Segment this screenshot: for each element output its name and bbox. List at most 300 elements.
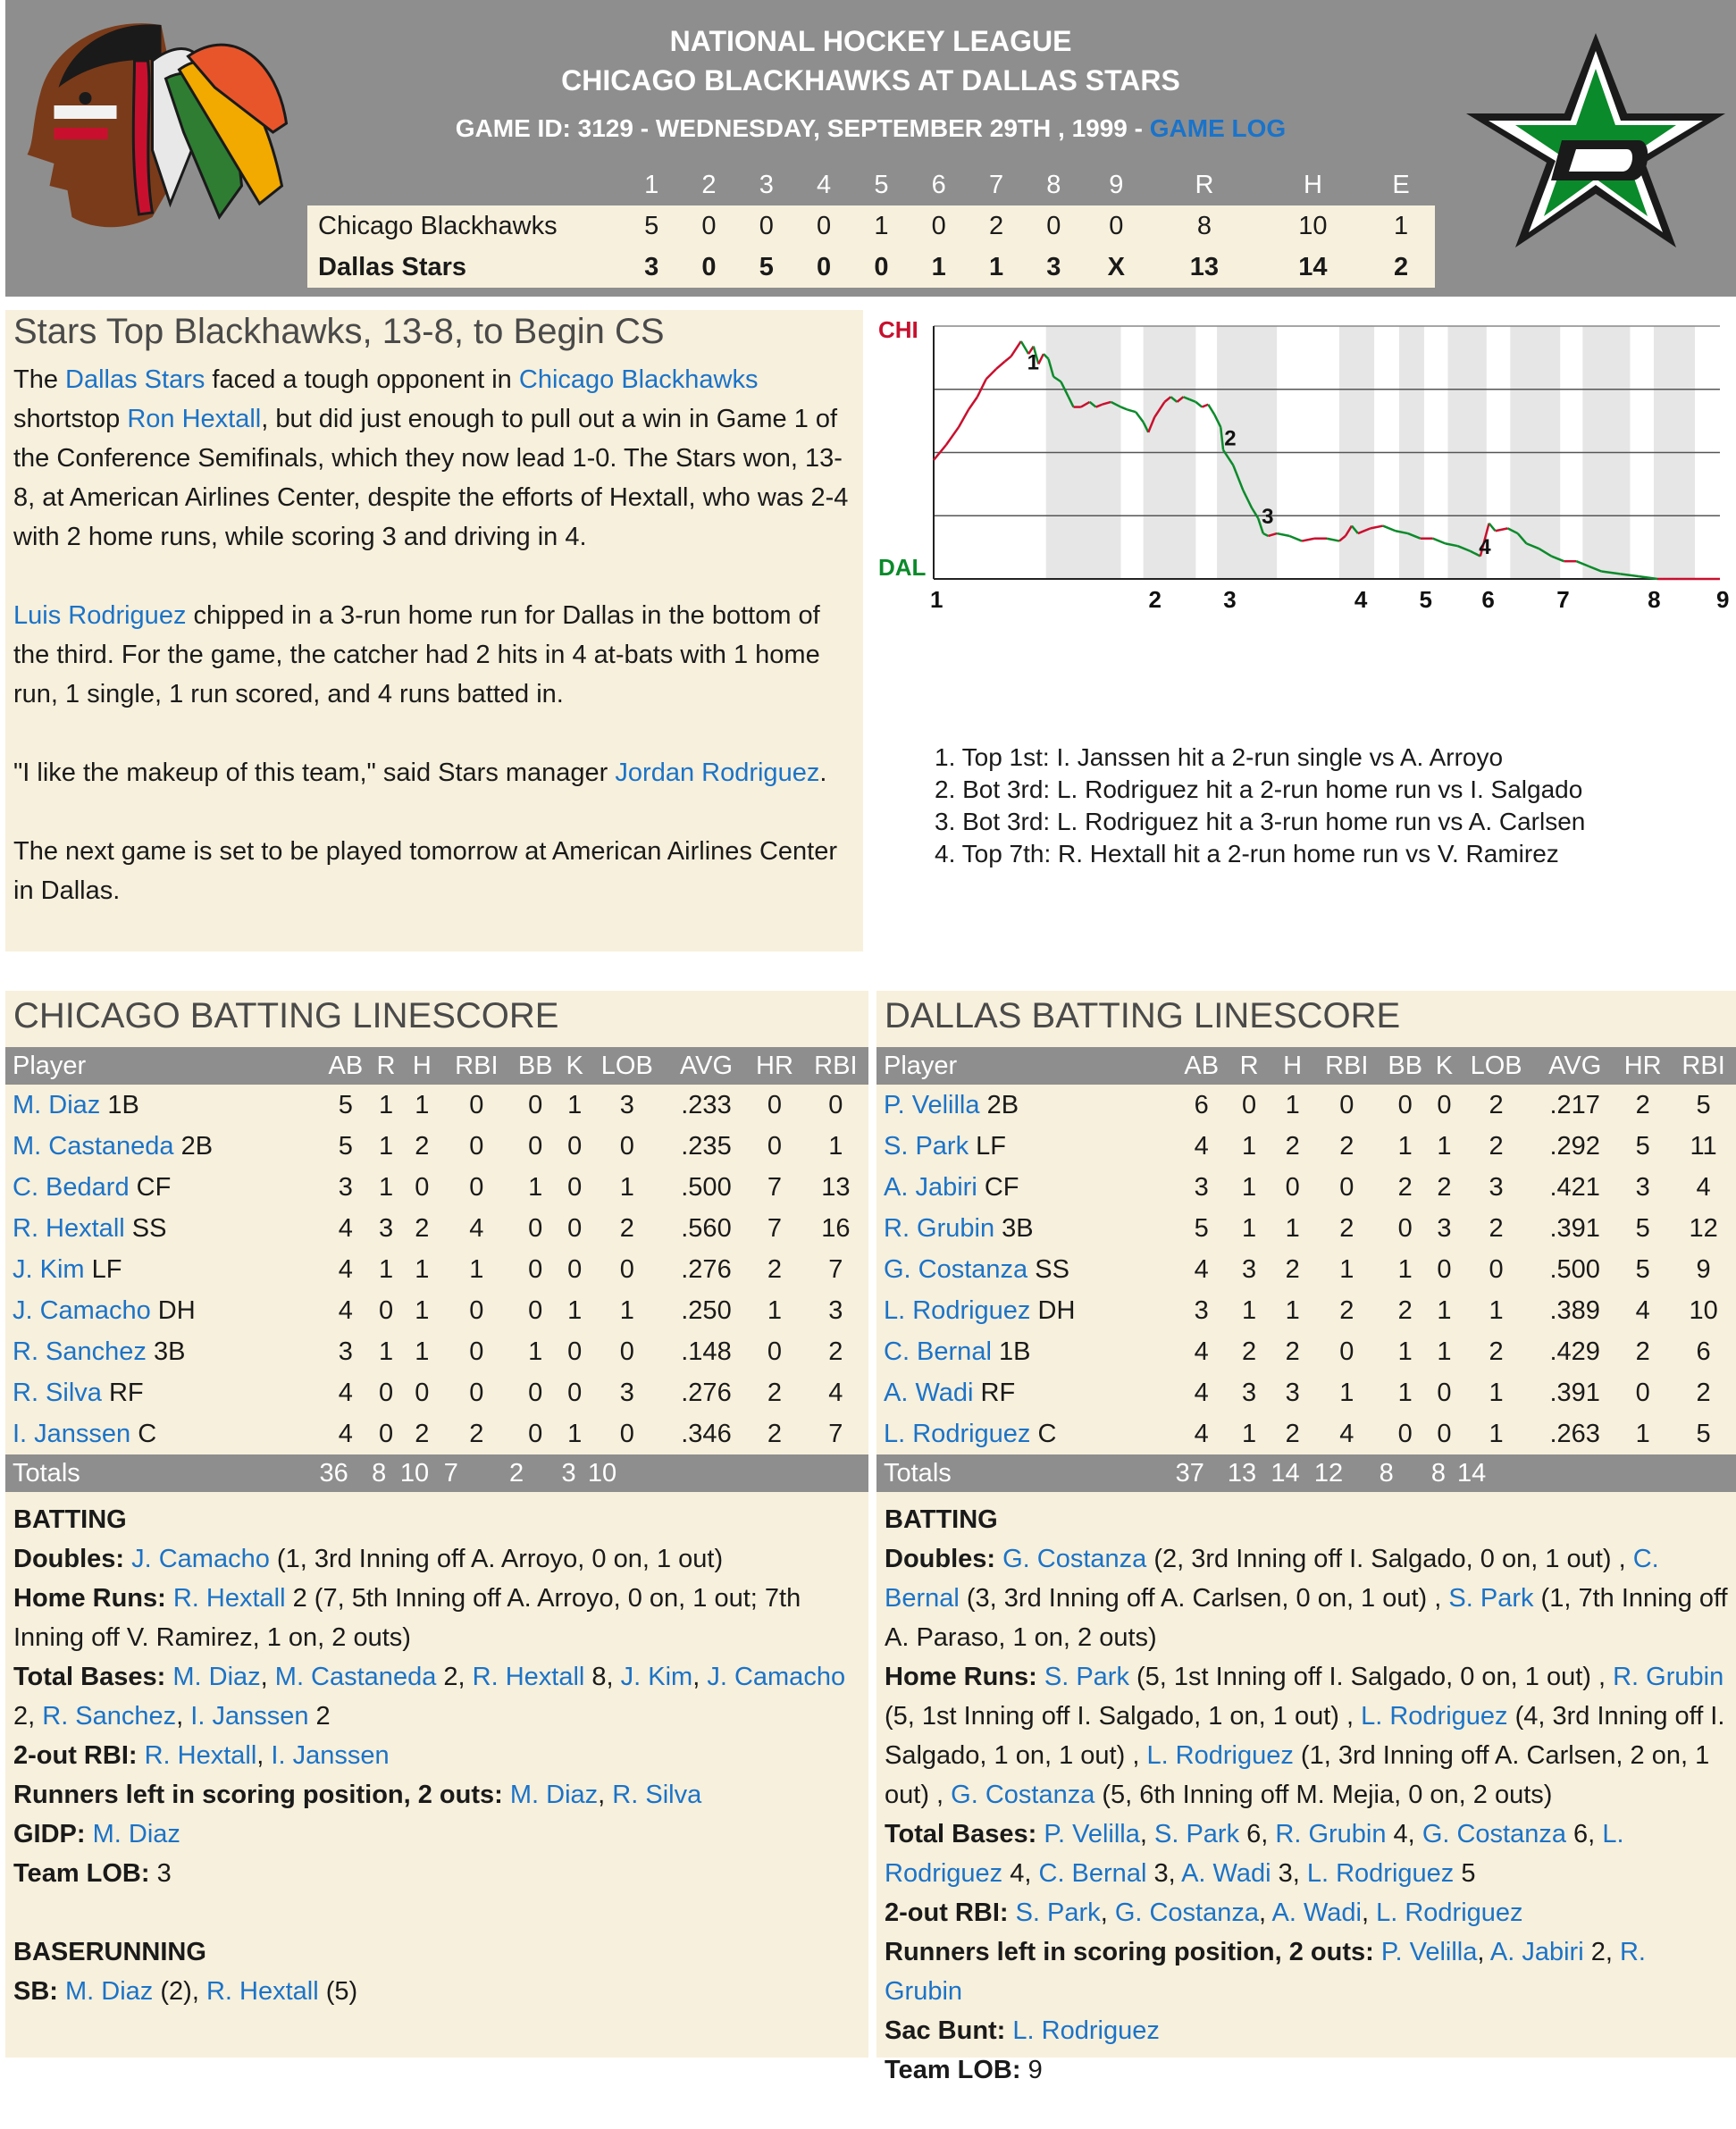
linescore-row <box>307 247 1435 288</box>
game-header <box>5 0 1736 297</box>
totals-label: Totals <box>876 1454 1176 1492</box>
game-log-link[interactable]: GAME LOG <box>1149 114 1287 142</box>
batting-player-cell <box>5 1167 320 1208</box>
batting-stat-cell: 0 <box>528 1213 543 1243</box>
batting-row <box>876 1331 1736 1372</box>
batting-stat-cell: .500 <box>1549 1254 1600 1284</box>
batting-stat-cell: 1 <box>1339 1378 1354 1407</box>
batting-stat-cell: 1 <box>1397 1131 1413 1161</box>
notes-line <box>885 1893 1729 1932</box>
notes-line <box>885 1932 1729 2011</box>
player-link[interactable]: R. Grubin <box>1275 1820 1387 1848</box>
batting-row <box>876 1126 1736 1167</box>
player-link[interactable]: J. Camacho <box>707 1663 846 1691</box>
notes-line <box>885 2050 1729 2090</box>
text-segment: shortstop <box>13 405 128 433</box>
player-link[interactable]: C. Bedard <box>13 1172 130 1202</box>
notes-section <box>885 1500 1729 2090</box>
player-link[interactable]: A. Wadi <box>884 1378 974 1407</box>
player-link[interactable]: M. Diaz <box>13 1090 101 1119</box>
player-link[interactable]: A. Wadi <box>1181 1859 1271 1888</box>
player-link[interactable]: M. Diaz <box>92 1820 180 1848</box>
dallas-batting-panel <box>876 991 1736 2084</box>
wp-line-segment <box>1005 356 1011 362</box>
totals-cell: 36 <box>320 1454 373 1492</box>
batting-stat-cell: 2 <box>1489 1090 1504 1119</box>
batting-stat-cell: 0 <box>528 1419 543 1448</box>
note-label: Doubles: <box>885 1545 996 1573</box>
batting-stat-cell: .292 <box>1549 1131 1600 1161</box>
batting-stat-cell: 1 <box>415 1337 430 1366</box>
player-link[interactable]: S. Park <box>1015 1898 1101 1927</box>
batting-stat-cell: 1 <box>378 1172 394 1202</box>
text-segment: (5) <box>318 1977 358 2006</box>
wp-line-segment <box>1496 528 1508 531</box>
batting-stat-cell: .217 <box>1549 1090 1600 1119</box>
linescore-col-header: E <box>1392 170 1410 199</box>
notes-heading: BATTING <box>13 1505 127 1534</box>
player-link[interactable]: L. Rodriguez <box>1361 1702 1508 1731</box>
batting-row <box>876 1290 1736 1331</box>
batting-stat-cell: 2 <box>767 1419 783 1448</box>
batting-stat-cell: .276 <box>681 1254 732 1284</box>
batting-stat-cell: 7 <box>767 1213 783 1243</box>
batting-stat-cell: 1 <box>1285 1213 1300 1243</box>
batting-stat-cell: .148 <box>681 1337 732 1366</box>
wp-line-segment <box>1195 402 1202 407</box>
batting-stat-cell: 4 <box>338 1419 353 1448</box>
player-link[interactable]: L. Rodriguez <box>1306 1859 1455 1888</box>
player-link[interactable]: M. Diaz <box>509 1781 599 1809</box>
player-link[interactable]: M. Diaz <box>172 1663 261 1691</box>
player-link[interactable]: J. Camacho <box>13 1295 151 1325</box>
batting-row <box>5 1413 868 1454</box>
linescore-cell: 1 <box>852 205 910 247</box>
player-position: CF <box>136 1172 172 1202</box>
batting-stat-cell: 3 <box>1242 1378 1257 1407</box>
story-paragraph <box>13 832 858 910</box>
chicago-batting-panel <box>5 991 868 2058</box>
batting-row <box>876 1249 1736 1290</box>
chart-x-tick-label: 9 <box>1716 586 1729 613</box>
text-segment: The <box>13 365 66 394</box>
wp-line-segment <box>1383 526 1396 532</box>
player-link[interactable]: G. Costanza <box>1002 1545 1147 1573</box>
linescore-row <box>307 205 1435 247</box>
player-link[interactable]: A. Jabiri <box>884 1172 977 1202</box>
player-link[interactable]: L. Rodriguez <box>884 1295 1031 1325</box>
batting-stat-cell: 4 <box>1194 1419 1209 1448</box>
notes-line <box>13 1854 858 1893</box>
player-link[interactable]: Dallas Stars <box>65 365 205 394</box>
batting-stat-cell: 1 <box>528 1172 543 1202</box>
player-link[interactable]: R. Hextall <box>172 1584 286 1613</box>
text-segment: , <box>256 1741 272 1770</box>
player-position: 1B <box>107 1090 139 1119</box>
batting-stat-cell: 1 <box>1339 1254 1354 1284</box>
note-label: 2-out RBI: <box>885 1898 1009 1927</box>
note-label: Sac Bunt: <box>885 2016 1006 2045</box>
batting-stat-cell: 0 <box>469 1378 484 1407</box>
batting-col-header: BB <box>509 1047 562 1085</box>
linescore-cell: 0 <box>910 205 968 247</box>
text-segment: 5 <box>1454 1859 1476 1888</box>
chicago-batting-notes <box>13 1500 858 2050</box>
player-link[interactable]: C. Bernal <box>1038 1859 1147 1888</box>
wp-line-segment <box>969 397 977 409</box>
player-link[interactable]: R. Hextall <box>205 1977 319 2006</box>
player-link[interactable]: G. Costanza <box>884 1254 1028 1284</box>
wp-line-segment <box>1277 533 1289 536</box>
batting-stat-cell: .346 <box>681 1419 732 1448</box>
batting-stat-cell: 4 <box>1696 1172 1711 1202</box>
totals-cell: 37 <box>1176 1454 1228 1492</box>
player-link[interactable]: R. Grubin <box>884 1213 995 1243</box>
batting-row <box>5 1249 868 1290</box>
batting-stat-cell: 0 <box>767 1131 783 1161</box>
batting-stat-cell: 2 <box>1339 1131 1354 1161</box>
batting-stat-cell: 1 <box>767 1295 783 1325</box>
matchup-title: CHICAGO BLACKHAWKS AT DALLAS STARS <box>561 64 1180 96</box>
batting-player-cell <box>876 1413 1176 1454</box>
player-link[interactable]: S. Park <box>1044 1663 1129 1691</box>
player-link[interactable]: L. Rodriguez <box>885 1820 1624 1888</box>
batting-stat-cell: 10 <box>1689 1295 1718 1325</box>
batting-col-header: K <box>562 1047 588 1085</box>
dallas-batting-table <box>876 1047 1736 1492</box>
text-segment: 8, <box>584 1663 621 1691</box>
player-link[interactable]: G. Costanza <box>1114 1898 1259 1927</box>
player-link[interactable]: J. Camacho <box>131 1545 270 1573</box>
batting-col-header: HR <box>1614 1047 1671 1085</box>
wp-line-segment <box>1136 412 1143 422</box>
linescore-cell: 0 <box>738 205 795 247</box>
batting-stat-cell: 1 <box>378 1337 394 1366</box>
text-segment: , <box>176 1702 191 1731</box>
player-link[interactable]: P. Velilla <box>1044 1820 1140 1848</box>
linescore-cell: 8 <box>1150 205 1259 247</box>
batting-stat-cell: 2 <box>1285 1419 1300 1448</box>
totals-cell: 10 <box>400 1454 444 1492</box>
batting-col-header: RBI <box>1314 1047 1380 1085</box>
linescore-header-row <box>307 164 1435 205</box>
batting-stat-cell: 0 <box>767 1090 783 1119</box>
player-link[interactable]: L. Rodriguez <box>1376 1898 1523 1927</box>
player-link[interactable]: M. Diaz <box>65 1977 154 2006</box>
chart-top-team-label: CHI <box>878 316 918 343</box>
text-segment <box>503 1781 510 1809</box>
batting-stat-cell: 0 <box>567 1131 583 1161</box>
totals-cell: 14 <box>1457 1454 1535 1492</box>
linescore-col-header: 5 <box>874 170 889 199</box>
text-segment: . <box>819 759 827 787</box>
linescore-table <box>307 164 1435 288</box>
batting-stat-cell: 4 <box>338 1295 353 1325</box>
batting-stat-cell: 0 <box>469 1172 484 1202</box>
batting-stat-cell: 1 <box>415 1295 430 1325</box>
text-segment: 6, <box>1239 1820 1276 1848</box>
batting-stat-cell: 1 <box>528 1337 543 1366</box>
story-body <box>13 360 858 950</box>
linescore-col-header: R <box>1195 170 1214 199</box>
batting-stat-cell: 0 <box>378 1295 394 1325</box>
batting-player-cell <box>876 1372 1176 1413</box>
player-link[interactable]: L. Rodriguez <box>1146 1741 1294 1770</box>
batting-row <box>5 1208 868 1249</box>
batting-stat-cell: 2 <box>1242 1337 1257 1366</box>
batting-stat-cell: 1 <box>1397 1254 1413 1284</box>
note-label: Home Runs: <box>13 1584 166 1613</box>
batting-stat-cell: 0 <box>469 1090 484 1119</box>
text-segment: 2, <box>13 1702 43 1731</box>
player-link[interactable]: R. Silva <box>13 1378 102 1407</box>
batting-col-header: RBI <box>1671 1047 1736 1085</box>
player-position: 3B <box>153 1337 186 1366</box>
player-link[interactable]: M. Castaneda <box>274 1663 437 1691</box>
totals-cell <box>1671 1454 1736 1492</box>
linescore-cell: 5 <box>623 205 680 247</box>
linescore-cell: X <box>1083 247 1151 288</box>
player-link[interactable]: R. Sanchez <box>13 1337 147 1366</box>
notes-line <box>13 1579 858 1657</box>
text-segment <box>1374 1938 1381 1966</box>
batting-stat-cell: 2 <box>1635 1090 1650 1119</box>
chart-event-marker: 2 <box>1224 426 1237 451</box>
player-link[interactable]: I. Janssen <box>13 1419 131 1448</box>
stars-logo <box>1462 29 1730 252</box>
linescore-team-name: Chicago Blackhawks <box>307 205 623 247</box>
player-link[interactable]: R. Hextall <box>144 1741 257 1770</box>
player-position: 3B <box>1002 1213 1034 1243</box>
player-link[interactable]: A. Wadi <box>1271 1898 1362 1927</box>
chart-note: 3. Bot 3rd: L. Rodriguez hit a 3-run home run vs A. Carlsen <box>935 808 1586 835</box>
batting-stat-cell: 4 <box>338 1378 353 1407</box>
text-segment <box>124 1545 131 1573</box>
linescore-cell: 1 <box>910 247 968 288</box>
linescore-col-header: 3 <box>759 170 774 199</box>
batting-stat-cell: 4 <box>338 1254 353 1284</box>
player-link[interactable]: P. Velilla <box>1380 1938 1478 1966</box>
batting-stat-cell: 2 <box>767 1378 783 1407</box>
text-segment: 3, <box>1146 1859 1182 1888</box>
batting-stat-cell: 4 <box>338 1213 353 1243</box>
player-link[interactable]: Chicago Blackhawks <box>518 365 759 394</box>
linescore-col-header: 6 <box>931 170 946 199</box>
notes-line <box>13 1539 858 1579</box>
player-link[interactable]: M. Castaneda <box>13 1131 174 1161</box>
chart-note: 1. Top 1st: I. Janssen hit a 2-run single vs A. Arroyo <box>935 743 1504 771</box>
player-link[interactable]: Luis Rodriguez <box>13 601 187 630</box>
batting-stat-cell: 1 <box>378 1131 394 1161</box>
text-segment: , <box>692 1663 708 1691</box>
batting-stat-cell: 2 <box>1339 1295 1354 1325</box>
text-segment: (3, 3rd Inning off A. Carlsen, 0 on, 1 out) , <box>959 1584 1449 1613</box>
wp-line-segment <box>1302 539 1314 541</box>
note-label: Runners left in scoring position, 2 outs: <box>13 1781 503 1809</box>
batting-stat-cell: 2 <box>1489 1337 1504 1366</box>
player-link[interactable]: L. Rodriguez <box>1012 2016 1160 2045</box>
player-link[interactable]: Jordan Rodriguez <box>615 759 820 787</box>
batting-stat-cell: 0 <box>828 1090 843 1119</box>
batting-stat-cell: 0 <box>619 1131 634 1161</box>
text-segment <box>1037 1663 1044 1691</box>
player-link[interactable]: S. Park <box>1448 1584 1534 1613</box>
batting-stat-cell: 11 <box>1690 1131 1717 1161</box>
text-segment: (5, 1st Inning off I. Salgado, 1 on, 1 out) , <box>885 1702 1362 1731</box>
player-link[interactable]: S. Park <box>884 1131 969 1161</box>
batting-stat-cell: 3 <box>1194 1295 1209 1325</box>
batting-stat-cell: .276 <box>681 1378 732 1407</box>
batting-player-cell <box>876 1208 1176 1249</box>
batting-stat-cell: 0 <box>567 1254 583 1284</box>
batting-stat-cell: 1 <box>1285 1295 1300 1325</box>
batting-col-header: RBI <box>803 1047 868 1085</box>
player-link[interactable]: P. Velilla <box>884 1090 980 1119</box>
player-link[interactable]: J. Kim <box>620 1663 693 1691</box>
player-link[interactable]: R. Hextall <box>472 1663 585 1691</box>
player-link[interactable]: R. Grubin <box>1613 1663 1724 1691</box>
note-label: Home Runs: <box>885 1663 1037 1691</box>
player-link[interactable]: G. Costanza <box>951 1781 1095 1809</box>
batting-stat-cell: 6 <box>1696 1337 1711 1366</box>
player-link[interactable]: R. Sanchez <box>42 1702 177 1731</box>
totals-label: Totals <box>5 1454 320 1492</box>
batting-stat-cell: 7 <box>828 1254 843 1284</box>
text-segment <box>166 1584 173 1613</box>
wp-line-segment <box>1208 405 1214 415</box>
batting-stat-cell: .389 <box>1549 1295 1600 1325</box>
batting-stat-cell: .391 <box>1549 1378 1600 1407</box>
player-position: LF <box>976 1131 1006 1161</box>
batting-player-cell <box>5 1208 320 1249</box>
batting-stat-cell: 0 <box>469 1337 484 1366</box>
chart-note: 4. Top 7th: R. Hextall hit a 2-run home run vs V. Ramirez <box>935 840 1559 868</box>
player-link[interactable]: A. Jabiri <box>1489 1938 1584 1966</box>
batting-stat-cell: 1 <box>1437 1295 1452 1325</box>
dallas-batting-title: DALLAS BATTING LINESCORE <box>885 996 1401 1035</box>
batting-row <box>5 1331 868 1372</box>
player-position: RF <box>108 1378 144 1407</box>
batting-stat-cell: 4 <box>1194 1254 1209 1284</box>
batting-stat-cell: 1 <box>378 1090 394 1119</box>
batting-stat-cell: 0 <box>469 1295 484 1325</box>
batting-player-cell <box>5 1372 320 1413</box>
chart-x-tick-label: 4 <box>1354 586 1368 613</box>
batting-stat-cell: 5 <box>338 1090 353 1119</box>
linescore-cell: 0 <box>1083 205 1151 247</box>
player-link[interactable]: R. Grubin <box>885 1938 1646 2006</box>
player-position: DH <box>157 1295 196 1325</box>
batting-col-header: LOB <box>1457 1047 1535 1085</box>
batting-totals-row <box>5 1454 868 1492</box>
batting-col-header: H <box>1271 1047 1314 1085</box>
note-label: Total Bases: <box>885 1820 1037 1848</box>
batting-stat-cell: 1 <box>1242 1213 1257 1243</box>
linescore-col-header: H <box>1303 170 1322 199</box>
batting-stat-cell: 2 <box>1437 1172 1452 1202</box>
batting-row <box>5 1372 868 1413</box>
player-link[interactable]: G. Costanza <box>1422 1820 1566 1848</box>
totals-cell: 13 <box>1228 1454 1271 1492</box>
batting-stat-cell: .560 <box>681 1213 732 1243</box>
player-link[interactable]: S. Park <box>1153 1820 1240 1848</box>
batting-stat-cell: 4 <box>1194 1131 1209 1161</box>
batting-col-header: H <box>400 1047 444 1085</box>
text-segment: , <box>1139 1820 1154 1848</box>
batting-totals-row <box>876 1454 1736 1492</box>
linescore-col-header: 1 <box>644 170 659 199</box>
batting-stat-cell: 0 <box>415 1378 430 1407</box>
batting-stat-cell: 3 <box>1635 1172 1650 1202</box>
batting-stat-cell: 4 <box>469 1213 484 1243</box>
player-link[interactable]: R. Silva <box>612 1781 702 1809</box>
player-link[interactable]: C. Bernal <box>884 1337 992 1366</box>
player-link[interactable]: I. Janssen <box>271 1741 390 1770</box>
batting-stat-cell: 3 <box>1489 1172 1504 1202</box>
player-link[interactable]: R. Hextall <box>13 1213 125 1243</box>
player-position: DH <box>1037 1295 1076 1325</box>
text-segment: , <box>1361 1898 1377 1927</box>
wp-line-segment <box>1433 539 1446 544</box>
batting-stat-cell: 1 <box>567 1090 583 1119</box>
linescore-cell: 10 <box>1259 205 1368 247</box>
chart-x-tick-label: 2 <box>1148 586 1162 613</box>
batting-col-header: RBI <box>444 1047 509 1085</box>
player-link[interactable]: Ron Hextall <box>127 405 262 433</box>
batting-stat-cell: 0 <box>1437 1254 1452 1284</box>
totals-cell <box>1535 1454 1614 1492</box>
batting-stat-cell: 0 <box>528 1254 543 1284</box>
wp-line-segment <box>1289 536 1302 541</box>
batting-stat-cell: 0 <box>1437 1419 1452 1448</box>
text-segment: faced a tough opponent in <box>205 365 519 394</box>
batting-player-cell <box>5 1290 320 1331</box>
linescore-cell: 2 <box>968 205 1025 247</box>
chicago-batting-table <box>5 1047 868 1492</box>
batting-stat-cell: 1 <box>1489 1378 1504 1407</box>
batting-row <box>876 1167 1736 1208</box>
player-position: RF <box>980 1378 1016 1407</box>
player-link[interactable]: L. Rodriguez <box>884 1419 1031 1448</box>
totals-cell: 8 <box>1380 1454 1431 1492</box>
batting-stat-cell: 0 <box>1489 1254 1504 1284</box>
notes-line <box>885 1815 1729 1893</box>
text-segment: , <box>1259 1898 1272 1927</box>
batting-stat-cell: 0 <box>378 1378 394 1407</box>
batting-stat-cell: .233 <box>681 1090 732 1119</box>
batting-stat-cell: 0 <box>1285 1172 1300 1202</box>
text-segment: 2 (7, 5th Inning off A. Arroyo, 0 on, 1 out; 7th Inning off V. Ramirez, 1 on, 2 outs) <box>13 1584 801 1652</box>
linescore <box>307 164 1435 288</box>
batting-stat-cell: 1 <box>1397 1378 1413 1407</box>
batting-stat-cell: 2 <box>1285 1337 1300 1366</box>
text-segment: , <box>1100 1898 1115 1927</box>
notes-heading: BASERUNNING <box>13 1938 206 1966</box>
player-link[interactable]: I. Janssen <box>190 1702 309 1731</box>
batting-stat-cell: 2 <box>1397 1172 1413 1202</box>
notes-section <box>13 1932 858 2011</box>
batting-stat-cell: 2 <box>469 1419 484 1448</box>
chart-x-tick-label: 5 <box>1419 586 1433 613</box>
batting-stat-cell: 1 <box>1242 1172 1257 1202</box>
chart-x-tick-label: 1 <box>930 586 943 613</box>
player-link[interactable]: J. Kim <box>13 1254 85 1284</box>
chart-event-marker: 1 <box>1027 350 1039 375</box>
batting-stat-cell: 2 <box>1285 1254 1300 1284</box>
totals-cell: 2 <box>509 1454 562 1492</box>
player-link[interactable]: C. Bernal <box>885 1545 1659 1613</box>
notes-line <box>885 2011 1729 2050</box>
